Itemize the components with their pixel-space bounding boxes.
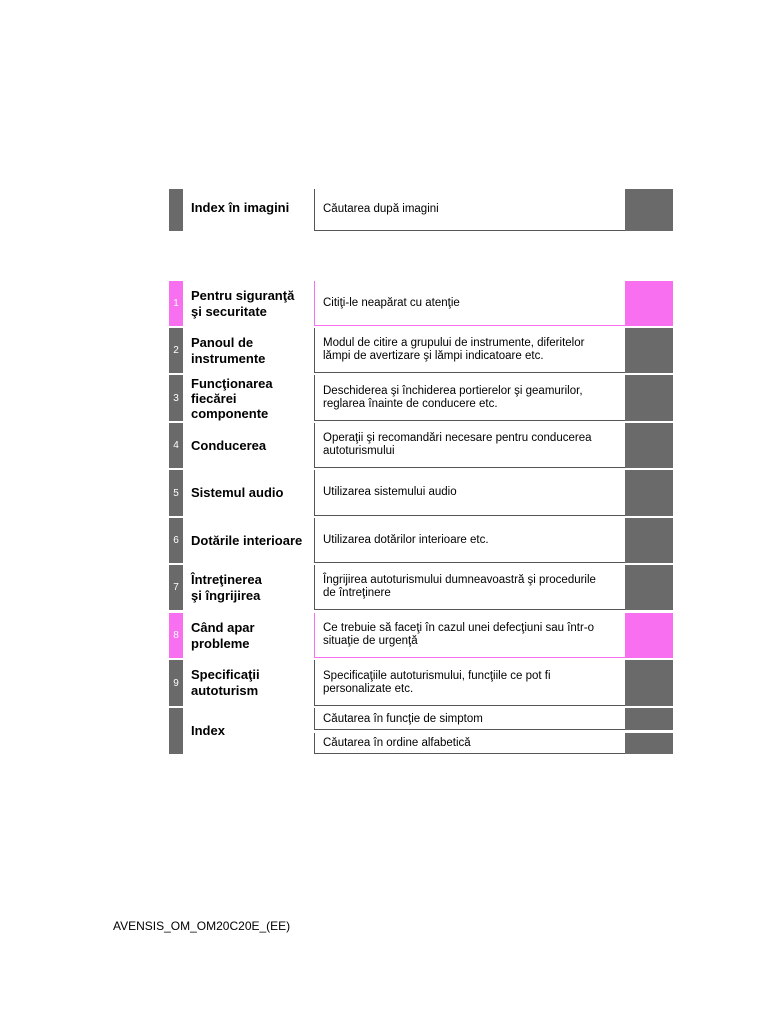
section-block xyxy=(625,518,673,563)
section-description: Deschiderea şi închiderea portierelor şi geamurilor, reglarea înainte de conducere etc. xyxy=(314,375,625,421)
index-item-block xyxy=(625,708,673,730)
section-description: Modul de citire a grupului de instrumente, diferitelor lămpi de avertizare şi lămpi indicatoare etc. xyxy=(314,328,625,373)
section-block xyxy=(625,613,673,658)
index-tab xyxy=(169,708,183,754)
section-number: 5 xyxy=(169,470,183,516)
section-5-row[interactable] xyxy=(169,470,673,516)
index-title: Index xyxy=(191,723,225,738)
section-title: Dotările interioare xyxy=(191,532,303,548)
index-item-label: Căutarea în funcţie de simptom xyxy=(314,708,625,730)
section-title: Când apar probleme xyxy=(191,619,255,651)
section-title: Panoul de instrumente xyxy=(191,334,266,366)
section-block xyxy=(625,660,673,706)
index-item-label: Căutarea în ordine alfabetică xyxy=(314,733,625,754)
index-images-block xyxy=(625,189,673,231)
section-number: 8 xyxy=(169,613,183,658)
section-4-row[interactable] xyxy=(169,423,673,468)
index-images-row[interactable] xyxy=(169,189,673,231)
section-block xyxy=(625,470,673,516)
section-block xyxy=(625,375,673,421)
section-block xyxy=(625,565,673,610)
section-number: 1 xyxy=(169,281,183,326)
section-9-row[interactable] xyxy=(169,660,673,706)
section-block xyxy=(625,423,673,468)
section-number: 6 xyxy=(169,518,183,563)
section-8-row[interactable] xyxy=(169,613,673,658)
section-title: Întreţinerea şi îngrijirea xyxy=(191,571,262,603)
section-number: 4 xyxy=(169,423,183,468)
section-block xyxy=(625,281,673,326)
section-title: Conducerea xyxy=(191,437,267,453)
section-number: 9 xyxy=(169,660,183,706)
section-description: Operaţii şi recomandări necesare pentru conducerea autoturismului xyxy=(314,423,625,468)
section-description: Utilizarea dotărilor interioare etc. xyxy=(314,518,625,563)
section-description: Îngrijirea autoturismului dumneavoastră şi procedurile de întreţinere xyxy=(314,565,625,610)
index-row xyxy=(169,708,673,754)
section-description: Utilizarea sistemului audio xyxy=(314,470,625,516)
section-title: Specificaţii autoturism xyxy=(191,667,260,698)
footer-code: AVENSIS_OM_OM20C20E_(EE) xyxy=(113,919,291,933)
section-block xyxy=(625,328,673,373)
section-title: Sistemul audio xyxy=(191,485,284,500)
index-images-description: Căutarea după imagini xyxy=(314,189,625,231)
section-3-row[interactable] xyxy=(169,375,673,421)
section-1-row[interactable] xyxy=(169,281,673,326)
index-images-title: Index în imagini xyxy=(191,200,290,215)
section-6-row[interactable] xyxy=(169,518,673,563)
section-7-row[interactable] xyxy=(169,565,673,610)
section-description: Citiţi-le neapărat cu atenţie xyxy=(314,281,625,326)
section-description: Specificaţiile autoturismului, funcţiile ce pot fi personalizate etc. xyxy=(314,660,625,706)
index-item-block xyxy=(625,733,673,754)
section-number: 7 xyxy=(169,565,183,610)
index-item-alphabetical[interactable] xyxy=(314,733,673,754)
section-description: Ce trebuie să faceţi în cazul unei defecţiuni sau într-o situaţie de urgenţă xyxy=(314,613,625,658)
section-2-row[interactable] xyxy=(169,328,673,373)
section-number: 2 xyxy=(169,328,183,373)
section-title: Funcţionarea fiecărei componente xyxy=(191,375,273,421)
section-number: 3 xyxy=(169,375,183,421)
section-title: Pentru siguranţă şi securitate xyxy=(191,287,295,319)
index-images-tab xyxy=(169,189,183,231)
index-item-symptom[interactable] xyxy=(314,708,673,730)
